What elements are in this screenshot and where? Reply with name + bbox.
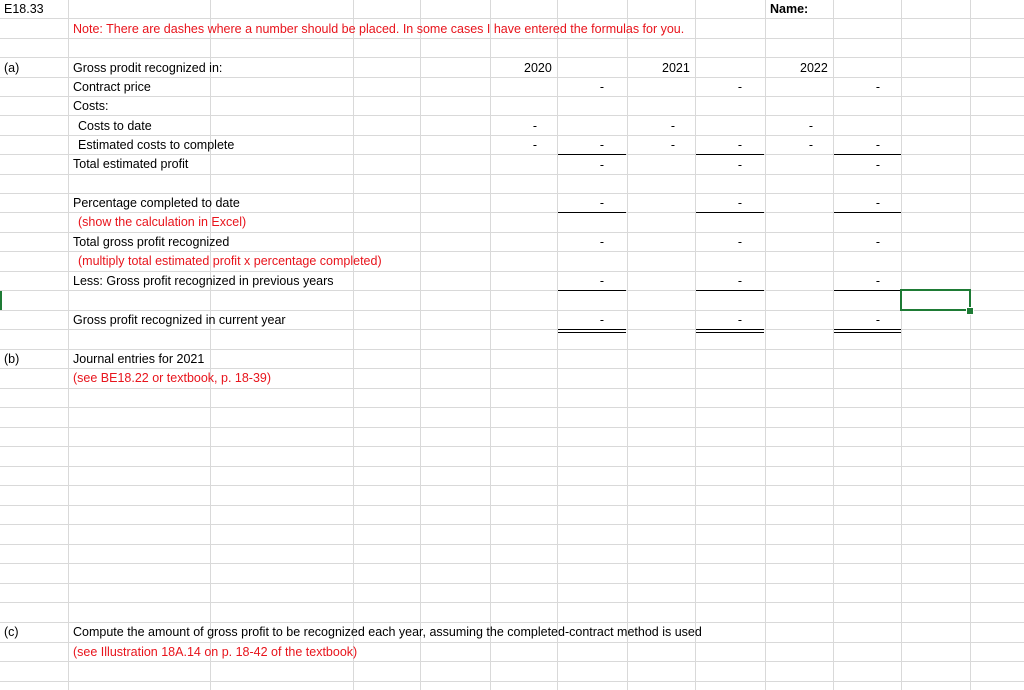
total-gross-profit-2022[interactable]: -: [875, 235, 881, 249]
column-divider: [557, 0, 558, 690]
row-divider: [0, 485, 1024, 486]
name-label[interactable]: Name:: [770, 2, 809, 16]
double-underline: [696, 332, 764, 333]
column-divider: [970, 0, 971, 690]
row-divider: [0, 18, 1024, 19]
gross-current-2021[interactable]: -: [737, 313, 743, 327]
show-calculation-note[interactable]: (show the calculation in Excel): [78, 215, 247, 229]
total-estimated-profit-label[interactable]: Total estimated profit: [73, 157, 189, 171]
row-divider: [0, 427, 1024, 428]
double-underline: [558, 332, 626, 333]
active-cell-selection[interactable]: [900, 289, 971, 311]
less-previous-2020[interactable]: -: [599, 274, 605, 288]
less-previous-label[interactable]: Less: Gross profit recognized in previous years: [73, 274, 334, 288]
less-previous-2022[interactable]: -: [875, 274, 881, 288]
row-divider: [0, 115, 1024, 116]
estimated-costs-2020[interactable]: -: [532, 138, 538, 152]
costs-to-date-2022[interactable]: -: [808, 119, 814, 133]
row-divider: [0, 407, 1024, 408]
total-gross-profit-2021[interactable]: -: [737, 235, 743, 249]
row-divider: [0, 388, 1024, 389]
row-divider: [0, 602, 1024, 603]
column-divider: [833, 0, 834, 690]
column-divider: [901, 0, 902, 690]
row-divider: [0, 446, 1024, 447]
column-divider: [490, 0, 491, 690]
underline: [696, 290, 764, 291]
total-gross-profit-2020[interactable]: -: [599, 235, 605, 249]
row-divider: [0, 57, 1024, 58]
row-divider: [0, 681, 1024, 682]
journal-entries-title[interactable]: Journal entries for 2021: [73, 352, 205, 366]
double-underline: [558, 329, 626, 330]
column-divider: [210, 0, 211, 690]
row-divider: [0, 174, 1024, 175]
costs-label[interactable]: Costs:: [73, 99, 109, 113]
fill-handle[interactable]: [966, 307, 974, 315]
multiply-note[interactable]: (multiply total estimated profit x percentage completed): [78, 254, 382, 268]
costs-subtotal-2022[interactable]: -: [875, 138, 881, 152]
double-underline: [696, 329, 764, 330]
gross-profit-heading[interactable]: Gross prodit recognized in:: [73, 61, 223, 75]
contract-price-label[interactable]: Contract price: [73, 80, 151, 94]
journal-entries-reference[interactable]: (see BE18.22 or textbook, p. 18-39): [73, 371, 272, 385]
column-divider: [695, 0, 696, 690]
costs-to-date-label[interactable]: Costs to date: [78, 119, 152, 133]
estimated-costs-2022[interactable]: -: [808, 138, 814, 152]
double-underline: [834, 329, 901, 330]
total-estimated-profit-2020[interactable]: -: [599, 158, 605, 172]
part-b-label[interactable]: (b): [4, 352, 20, 366]
column-divider: [68, 0, 69, 690]
underline: [696, 154, 764, 155]
row-divider: [0, 524, 1024, 525]
column-divider: [765, 0, 766, 690]
gross-current-2020[interactable]: -: [599, 313, 605, 327]
year-2021-header[interactable]: 2021: [662, 61, 690, 75]
year-2020-header[interactable]: 2020: [524, 61, 552, 75]
row-marker: [0, 291, 2, 310]
percentage-completed-2021[interactable]: -: [737, 196, 743, 210]
costs-subtotal-2020[interactable]: -: [599, 138, 605, 152]
contract-price-2020[interactable]: -: [599, 80, 605, 94]
instruction-note[interactable]: Note: There are dashes where a number should be placed. In some cases I have entered the formulas for you.: [73, 22, 685, 36]
exercise-id[interactable]: E18.33: [4, 2, 44, 16]
estimated-costs-2021[interactable]: -: [670, 138, 676, 152]
year-2022-header[interactable]: 2022: [800, 61, 828, 75]
row-divider: [0, 466, 1024, 467]
double-underline: [834, 332, 901, 333]
row-divider: [0, 505, 1024, 506]
column-divider: [353, 0, 354, 690]
part-c-label[interactable]: (c): [4, 625, 19, 639]
underline: [558, 154, 626, 155]
less-previous-2021[interactable]: -: [737, 274, 743, 288]
row-divider: [0, 583, 1024, 584]
percentage-completed-2020[interactable]: -: [599, 196, 605, 210]
underline: [834, 290, 901, 291]
total-estimated-profit-2021[interactable]: -: [737, 158, 743, 172]
column-divider: [420, 0, 421, 690]
column-divider: [627, 0, 628, 690]
underline: [558, 212, 626, 213]
underline: [834, 212, 901, 213]
row-divider: [0, 96, 1024, 97]
percentage-completed-2022[interactable]: -: [875, 196, 881, 210]
underline: [558, 290, 626, 291]
costs-subtotal-2021[interactable]: -: [737, 138, 743, 152]
part-a-label[interactable]: (a): [4, 61, 20, 75]
estimated-costs-label[interactable]: Estimated costs to complete: [78, 138, 235, 152]
underline: [834, 154, 901, 155]
contract-price-2021[interactable]: -: [737, 80, 743, 94]
percentage-completed-label[interactable]: Percentage completed to date: [73, 196, 240, 210]
gross-current-2022[interactable]: -: [875, 313, 881, 327]
row-divider: [0, 544, 1024, 545]
row-divider: [0, 563, 1024, 564]
gross-current-label[interactable]: Gross profit recognized in current year: [73, 313, 286, 327]
total-gross-profit-label[interactable]: Total gross profit recognized: [73, 235, 230, 249]
total-estimated-profit-2022[interactable]: -: [875, 158, 881, 172]
contract-price-2022[interactable]: -: [875, 80, 881, 94]
underline: [696, 212, 764, 213]
completed-contract-title[interactable]: Compute the amount of gross profit to be recognized each year, assuming the completed-contract method is used: [73, 625, 702, 639]
costs-to-date-2020[interactable]: -: [532, 119, 538, 133]
costs-to-date-2021[interactable]: -: [670, 119, 676, 133]
completed-contract-reference[interactable]: (see Illustration 18A.14 on p. 18-42 of the textbook): [73, 645, 358, 659]
